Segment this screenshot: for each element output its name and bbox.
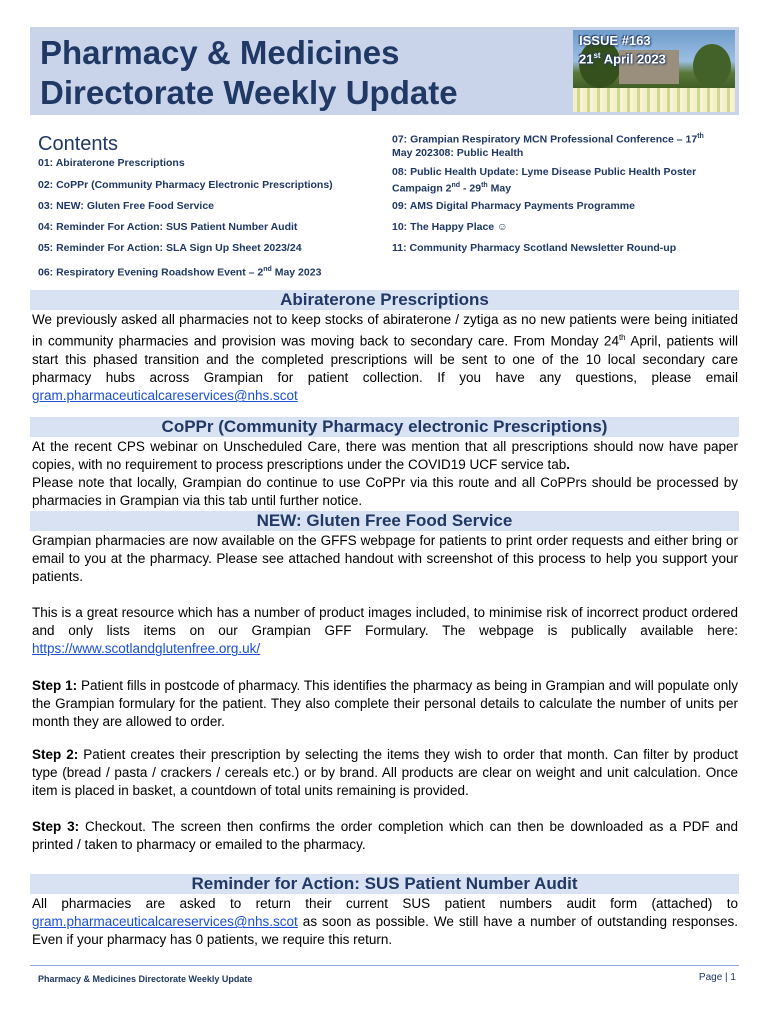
header-banner <box>30 27 739 115</box>
toc-item-08[interactable]: 08: Public Health Update: Lyme Disease Public Health Poster Campaign 2nd - 29th May <box>392 166 697 195</box>
toc-item-04[interactable]: 04: Reminder For Action: SUS Patient Number Audit <box>38 221 298 233</box>
toc-item-11[interactable]: 11: Community Pharmacy Scotland Newsletter Round-up <box>392 242 677 254</box>
gluten-free-url[interactable]: https://www.scotlandglutenfree.org.uk/ <box>32 641 261 657</box>
section-heading-coppr: CoPPr (Community Pharmacy electronic Prescriptions) <box>30 417 739 437</box>
section-heading-abiraterone: Abiraterone Prescriptions <box>30 290 739 310</box>
photo-flowers <box>573 88 735 112</box>
toc-item-02[interactable]: 02: CoPPr (Community Pharmacy Electronic Prescriptions) <box>38 179 333 191</box>
toc-item-06[interactable]: 06: Respiratory Evening Roadshow Event – 2nd May 2023 <box>38 266 322 279</box>
sus-text: All pharmacies are asked to return their current SUS patient numbers audit form (attached) to gram.pharmaceuticalcareservices@nhs.scot as soon as possible. We still have a number of outstanding responses. Even if your pharmacy has 0 patients, we require this return. <box>32 896 738 948</box>
photo-tree <box>693 44 731 88</box>
gluten-text-1: Grampian pharmacies are now available on the GFFS webpage for patients to print order requests and either bring or email to you at the pharmacy. Please see attached handout with screenshot of this process to help you support your patients. <box>32 533 738 585</box>
header-photo <box>573 30 735 112</box>
toc-item-05[interactable]: 05: Reminder For Action: SLA Sign Up Sheet 2023/24 <box>38 242 302 254</box>
contents-heading: Contents <box>38 133 119 155</box>
abiraterone-text: We previously asked all pharmacies not to keep stocks of abiraterone / zytiga as no new patients were being initiated in community pharmacies and provision was moving back to secondary care. From Monday 24th April, patients will start this phased transition and the completed prescriptions will be sent to one of the 10 local secondary care pharmacy hubs across Grampian for patient collection. If you have any questions, please email gram.pharmaceuticalcareservices@nhs.scot <box>32 312 738 404</box>
page-title: Pharmacy & Medicines Directorate Weekly Update <box>40 34 458 111</box>
page-number: Page | 1 <box>698 972 736 983</box>
email-link[interactable]: gram.pharmaceuticalcareservices@nhs.scot <box>32 914 298 930</box>
issue-date: 21st April 2023 <box>579 51 666 67</box>
toc-item-09[interactable]: 09: AMS Digital Pharmacy Payments Programme <box>392 200 635 212</box>
email-link[interactable]: gram.pharmaceuticalcareservices@nhs.scot <box>32 388 298 404</box>
toc-item-03[interactable]: 03: NEW: Gluten Free Food Service <box>38 200 215 212</box>
footer-title: Pharmacy & Medicines Directorate Weekly Update <box>38 974 253 984</box>
coppr-text-2: Please note that locally, Grampian do continue to use CoPPr via this route and all CoPPrs should be processed by pharmacies in Grampian via this tab until further notice. <box>32 475 738 509</box>
issue-badge <box>579 33 666 66</box>
gluten-text-2: This is a great resource which has a number of product images included, to minimise risk of incorrect product ordered and only lists items on our Grampian GFF Formulary. The webpage is publically available here: https://www.scotlandglutenfree.org.uk/ <box>32 605 738 657</box>
issue-number: ISSUE #163 <box>579 33 651 48</box>
gluten-step-3: Step 3: Checkout. The screen then confirms the order completion which can then be downloaded as a PDF and printed / taken to pharmacy or emailed to the pharmacy. <box>32 819 739 853</box>
section-heading-sus: Reminder for Action: SUS Patient Number Audit <box>30 874 739 894</box>
section-heading-gluten-free: NEW: Gluten Free Food Service <box>30 511 739 531</box>
gluten-step-1: Step 1: Patient fills in postcode of pharmacy. This identifies the pharmacy as being in Grampian and will populate only the Grampian formulary for the patient. They also complete their personal details to calculate the number of units per month they are allowed to order. <box>32 678 738 730</box>
coppr-text-1: At the recent CPS webinar on Unscheduled Care, there was mention that all prescriptions should now have paper copies, with no requirement to process prescriptions under the COVID19 UCF service tab. <box>32 439 738 473</box>
gluten-step-2: Step 2: Patient creates their prescription by selecting the items they wish to order that month. Can filter by product type (bread / pasta / crackers / cereals etc.) or by brand. All products are clear on weight and unit calculation. Once item is placed in basket, a countdown of total units remaining is provided. <box>32 747 739 799</box>
toc-item-07[interactable]: 07: Grampian Respiratory MCN Professional Conference – 17th May 202308: Public Health <box>392 133 704 159</box>
toc-item-01[interactable]: 01: Abiraterone Prescriptions <box>38 157 185 169</box>
footer-divider <box>30 965 739 966</box>
toc-item-10[interactable]: 10: The Happy Place ☺ <box>392 221 508 233</box>
